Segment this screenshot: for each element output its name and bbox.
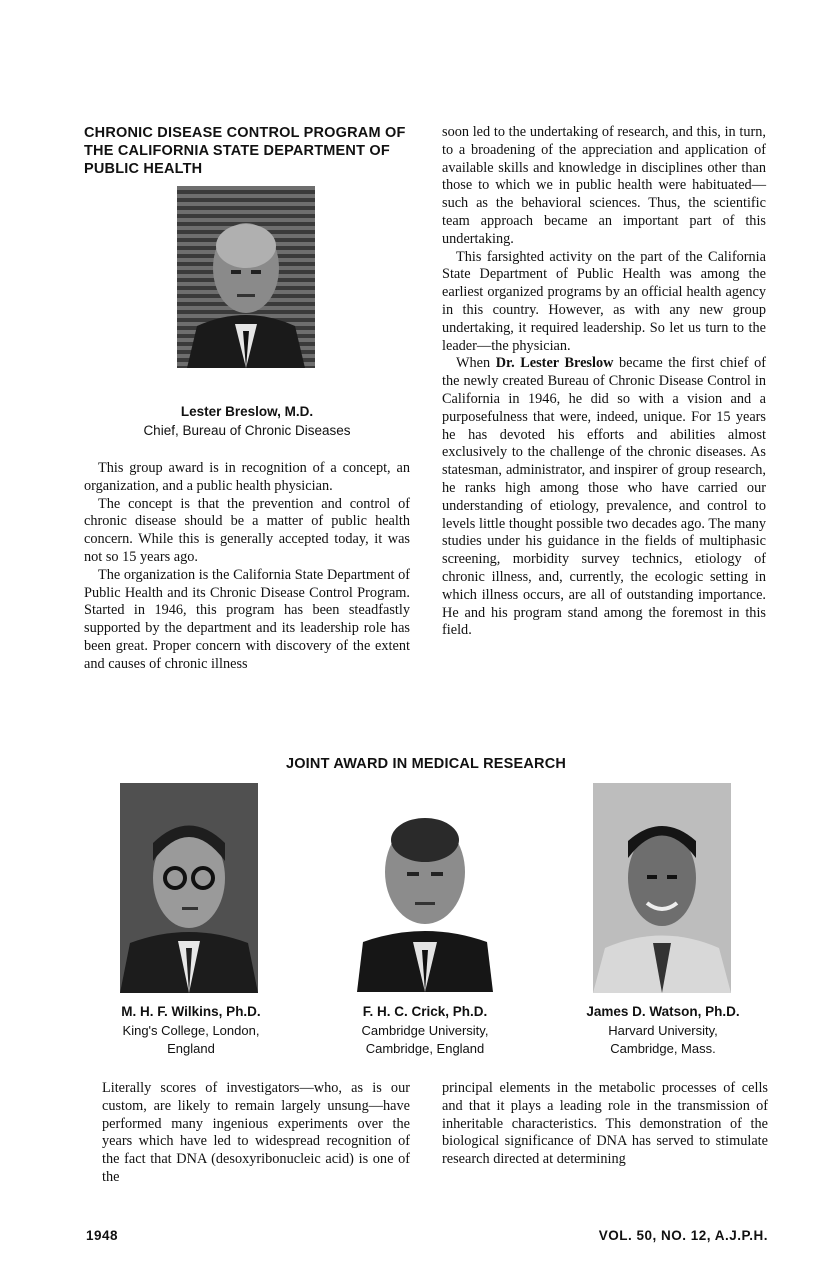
person-affiliation: King's College, London, [122,1023,260,1038]
crick-portrait [357,792,493,992]
text-run: When [456,355,496,372]
person-name: F. H. C. Crick, Ph.D. [362,1004,488,1019]
wilkins-caption [80,1002,302,1058]
portrait-photo-icon [177,186,315,368]
person-affiliation: Cambridge, Mass. [610,1041,716,1056]
person-name: James D. Watson, Ph.D. [586,1004,740,1019]
person-name: M. H. F. Wilkins, Ph.D. [121,1004,261,1019]
breslow-caption-name: Lester Breslow, M.D. [180,404,314,419]
wilkins-portrait [120,783,258,993]
left-column-text [84,460,410,674]
paragraph: This farsighted activity on the part of the California State Department of Public Health was among the earliest organized programs by an official health agency in this country. However, as with any new group undertaking, it required leadership. So let us turn to the leader—the physician. [442,248,766,354]
page-number: 1948 [86,1228,119,1243]
paragraph [442,355,766,640]
crick-caption [314,1002,536,1058]
section-title: CHRONIC DISEASE CONTROL PROGRAM OF THE CALIFORNIA STATE DEPARTMENT OF PUBLIC HEALTH [84,125,406,177]
paragraph: soon led to the undertaking of research, and this, in turn, to a broadening of the appreciation and application of available skills and knowledge in disciplines other than those to which we in public health were habituated—such as the behavioral sciences. Thus, the scientific team approach became an important part of this undertaking. [442,124,766,247]
breslow-caption-role: Chief, Bureau of Chronic Diseases [143,423,351,438]
breslow-portrait [177,186,315,368]
person-affiliation: England [167,1041,215,1056]
bottom-left-text [102,1080,410,1187]
person-affiliation: Cambridge, England [365,1041,485,1056]
paragraph: Literally scores of investigators—who, as is our custom, are likely to remain largely unsung—have performed many ingenious experiments over the years which have led to widespread recognition of the fact that DNA (desoxyribonucleic acid) is one of the [102,1080,410,1185]
bottom-right-text [442,1080,768,1169]
portrait-photo-icon [357,792,493,992]
paragraph: principal elements in the metabolic processes of cells and that it plays a leading role in the transmission of inheritable characteristics. This demonstration of the biological significance of DNA has served to stimulate research directed at determining [442,1080,768,1168]
paragraph: The organization is the California State Department of Public Health and its Chronic Disease Control Program. Started in 1946, this program has been steadfastly supported by the department and its leadership role has been great. Proper concern with discovery of the extent and causes of chronic illness [84,566,410,672]
watson-portrait [593,783,731,993]
watson-caption [552,1002,774,1058]
paragraph: This group award is in recognition of a concept, an organization, and a public health physician. [84,460,410,494]
portrait-photo-icon [593,783,731,993]
person-affiliation: Harvard University, [608,1023,718,1038]
text-run: became the first chief of the newly created Bureau of Chronic Disease Control in California in 1946, he did so with a vision and a purposefulness that were, indeed, unique. For 15 years he has devoted his efforts and abilities almost exclusively to the challenge of the chronic diseases. As statesman, administrator, and inspirer of group research, he ranks high among those who have carried our understanding of etiology, prevalence, and control to levels little thought possible two decades ago. The many studies under his guidance in the fields of multiphasic screening, morbidity survey technics, etiology of chronic illness, and, currently, the ecologic setting in which illness occurs, are all of outstanding importance. He and his program stand among the foremost in this field. [442,355,766,639]
joint-award-heading: JOINT AWARD IN MEDICAL RESEARCH [285,756,567,772]
right-column-text [442,124,766,640]
portrait-photo-icon [120,783,258,993]
paragraph: The concept is that the prevention and control of chronic disease should be a matter of public health concern. While this is generally accepted today, it was not so 15 years ago. [84,495,410,565]
journal-reference: VOL. 50, NO. 12, A.J.P.H. [598,1228,768,1243]
person-affiliation: Cambridge University, [361,1023,489,1038]
bold-name: Dr. Lester Breslow [495,355,614,372]
